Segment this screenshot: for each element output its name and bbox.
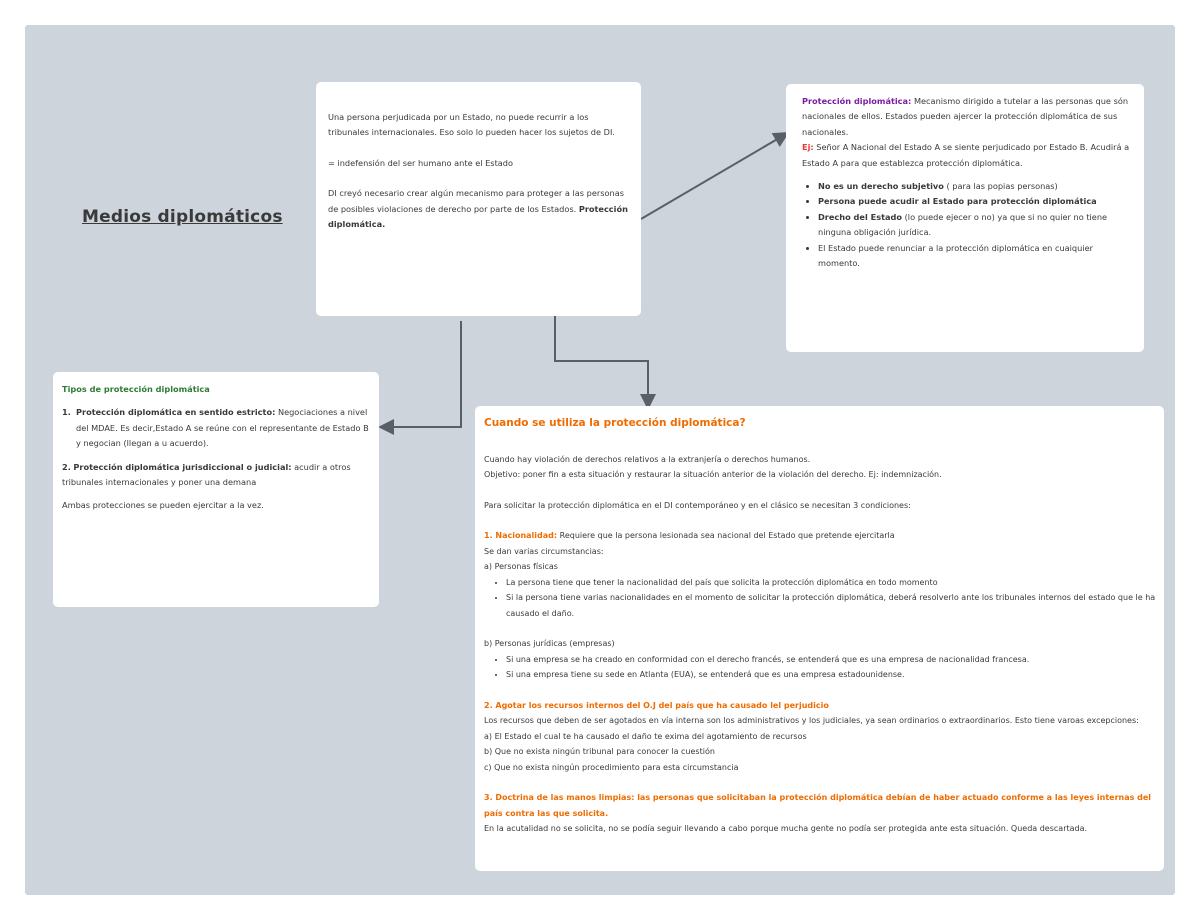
arrow-to-when — [555, 315, 648, 406]
condition-1-b: b) Personas jurídicas (empresas) — [484, 639, 615, 648]
arrow-to-definition — [641, 134, 786, 219]
definition-bullets — [802, 179, 1130, 271]
list-item: • El Estado puede renunciar a la protección diplomática en cuaiquier momento. — [818, 241, 1130, 272]
when-card[interactable] — [475, 406, 1164, 871]
condition-3-text: En la acutalidad no se solicita, no se podía seguir llevando a cabo porque mucha gente no podía ser protegida ante esta situación. Queda descartada. — [484, 824, 1088, 833]
list-item: b) Que no exista ningún tribunal para conocer la cuestión — [484, 747, 715, 756]
types-heading: Tipos de protección diplomática — [62, 384, 210, 394]
list-item: c) Que no exista ningún procedimiento para esta circumstancia — [484, 762, 739, 772]
main-title[interactable]: Medios diplomáticos — [82, 207, 283, 227]
when-intro-2: Objetivo: poner fin a esta situación y restaurar la situación anterior de la violación del derecho. Ej: indemnización. — [484, 470, 942, 479]
condition-1-a: a) Personas físicas — [484, 562, 558, 571]
types-item-1: 1. Protección diplomática en sentido estricto: Negociaciones a nivel del MDAE. Es decir,Estado A se reúne con el representante de Estado B y negocian (llegan a u acuerdo). — [62, 407, 369, 449]
when-intro-3: Para solicitar la protección diplomática en el DI contemporáneo y en el clásico se necesitan 3 condiciones: — [484, 500, 911, 510]
list-item: • Si una empresa tiene su sede en Atlanta (EUA), se entenderá que es una empresa estadounidense. — [506, 667, 1156, 683]
example-text: Ej: Señor A Nacional del Estado A se siente perjudicado por Estado B. Acudirá a Estado A para que establezca protección diplomática. — [802, 142, 1130, 168]
intro-text-2: DI creyó necesario crear algún mecanismo para proteger a las personas de posibles violaciones de derecho por parte de los Estados. Protección diplomática. — [328, 188, 628, 230]
intro-bullet: = indefensión del ser humano ante el Estado — [328, 157, 514, 168]
list-item: • Si una empresa se ha creado en conformidad con el derecho francés, se entenderá que es una empresa de nacionalidad francesa. — [506, 652, 1156, 668]
when-heading: Cuando se utiliza la protección diplomática? — [484, 417, 746, 429]
condition-1-b-list — [484, 652, 1156, 683]
types-footer: Ambas protecciones se pueden ejercitar a la vez. — [62, 500, 264, 511]
intro-card[interactable] — [316, 82, 641, 316]
condition-3-label: 3. Doctrina de las manos limpias: las personas que solicitaban la protección diplomática debían de haber actuado conforme a las leyes internas del país contra las que solicita. — [484, 793, 1152, 818]
list-item: a) El Estado el cual te ha causado el daño te exima del agotamiento de recursos — [484, 731, 807, 741]
types-card[interactable] — [53, 372, 379, 607]
intro-text: Una persona perjudicada por un Estado, no puede recurrir a los tribunales internacionales. Eso solo lo pueden hacer los sujetos de DI. — [328, 112, 615, 138]
condition-1-a-list — [484, 575, 1156, 622]
types-item-2: 2. Protección diplomática jurisdiccional o judicial: acudir a otros tribunales internacionales y poner una demana — [62, 461, 351, 488]
condition-2-label: 2. Agotar los recursos internos del O.J del país que ha causado lel perjudicio — [484, 700, 829, 710]
list-item: • La persona tiene que tener la nacionalidad del país que solicita la protección diplomática en todo momento — [506, 575, 1156, 591]
definition-text: Protección diplomática: Mecanismo dirigido a tutelar a las personas que són nacionales de ellos. Estados pueden ajercer la protección diplomática de sus nacionales. — [802, 96, 1129, 137]
condition-1-sub: Se dan varias circumstancias: — [484, 546, 604, 556]
list-item: • Persona puede acudir al Estado para protección diplomática — [818, 194, 1130, 209]
definition-card[interactable] — [786, 84, 1144, 352]
arrow-to-types — [382, 321, 461, 427]
condition-2-text: Los recursos que deben de ser agotados en vía interna son los administrativos y los judiciales, ya sean ordinarios o extraordinarios. Esto tiene varoas excepciones: — [484, 716, 1139, 725]
list-item: • Drecho del Estado (lo puede ejecer o no) ya que si no quier no tiene ninguna obligación jurídica. — [818, 210, 1130, 241]
list-item: • Si la persona tiene varias nacionalidades en el momento de solicitar la protección diplomática, deberá resolverlo ante los tribunales internos del estado que le ha causado el daño. — [506, 590, 1156, 621]
list-item: • No es un derecho subjetivo ( para las popias personas) — [818, 179, 1130, 194]
condition-1: 1. Nacionalidad: Requiere que la persona lesionada sea nacional del Estado que pretende ejercitarla — [484, 531, 895, 540]
when-intro-1: Cuando hay violación de derechos relativos a la extranjería o derechos humanos. — [484, 454, 811, 464]
